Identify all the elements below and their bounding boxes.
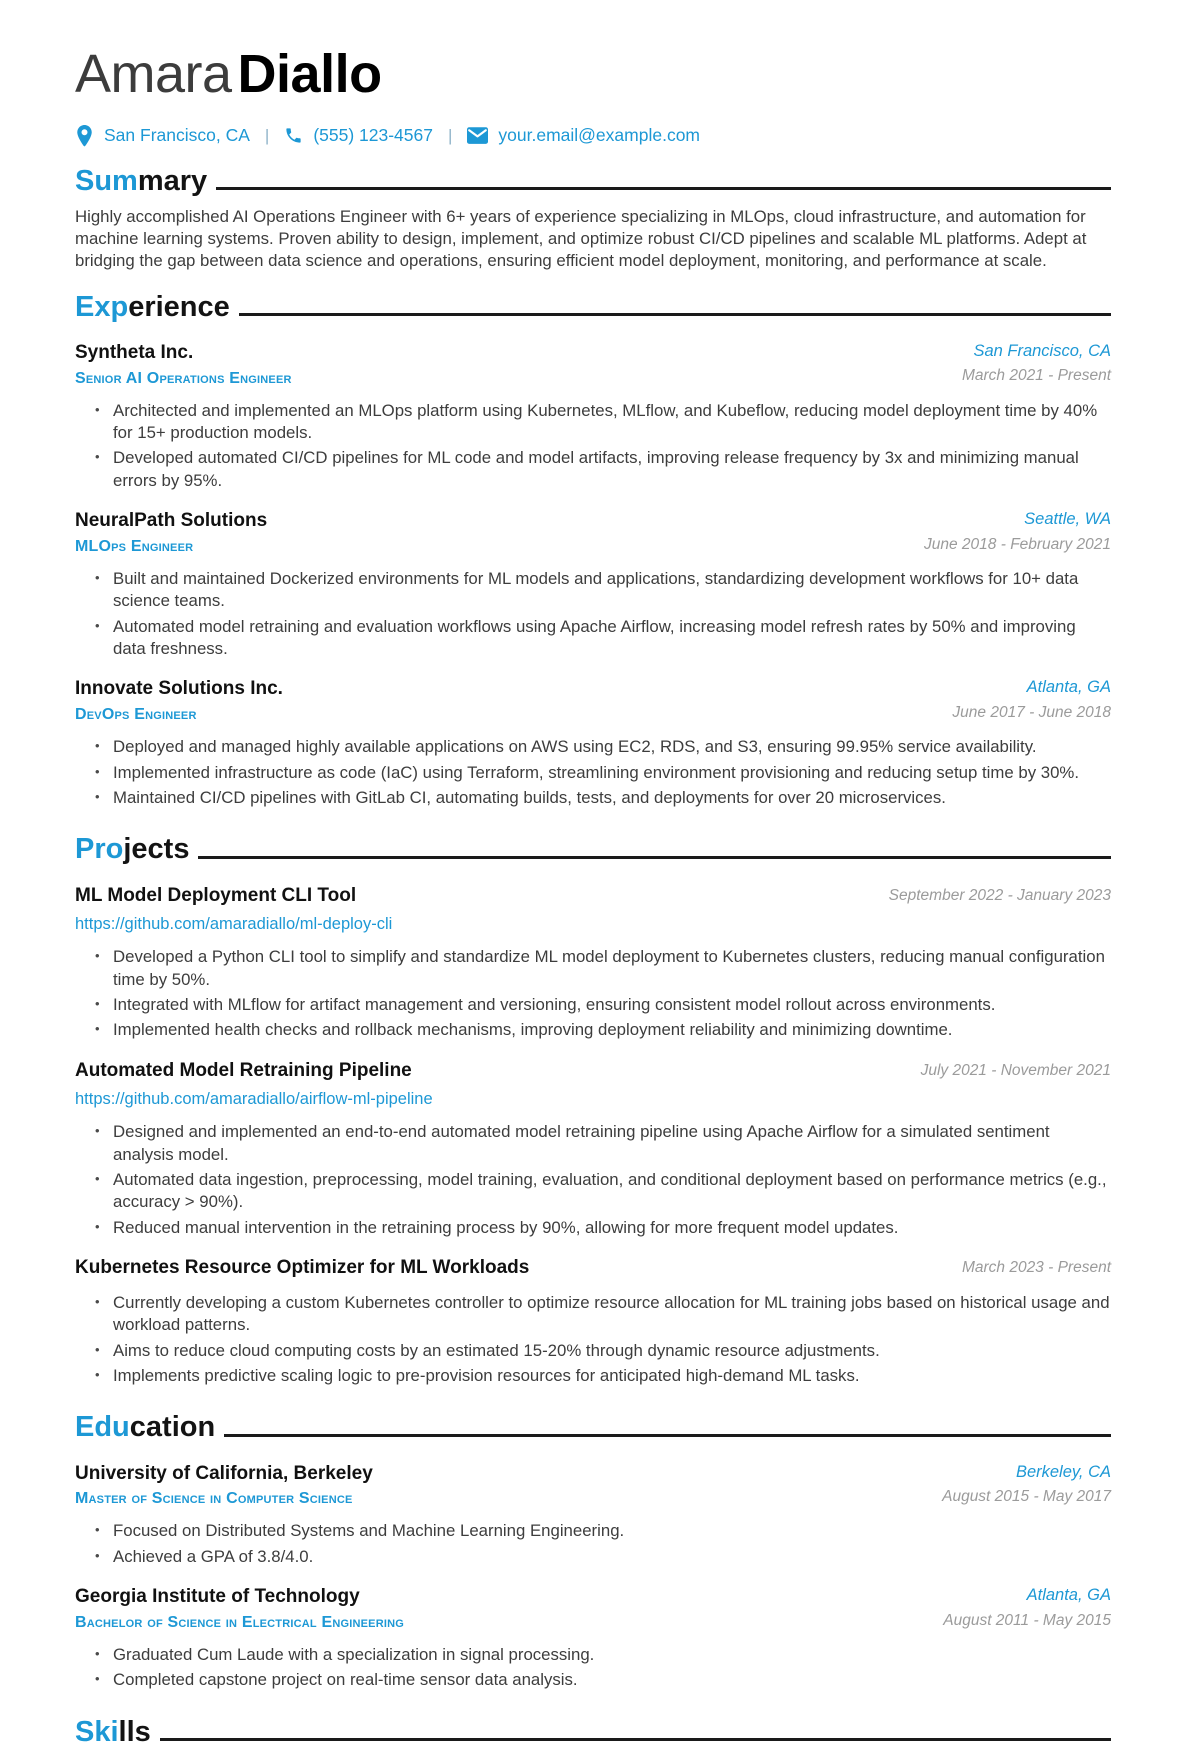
- job-bullets: [75, 736, 1111, 809]
- bullet-item: • Achieved a GPA of 3.8/4.0.: [113, 1546, 1111, 1568]
- skills-rule: [160, 1738, 1111, 1741]
- contact-email: [467, 125, 700, 146]
- contact-phone-text: (555) 123-4567: [313, 125, 433, 146]
- project-entry: [75, 884, 1111, 1042]
- job-title: MLOps Engineer: [75, 537, 194, 555]
- contact-location-text: San Francisco, CA: [104, 125, 250, 146]
- bullet-item: • Integrated with MLflow for artifact management and versioning, ensuring consistent model rollout across environments.: [113, 994, 1111, 1016]
- project-title: Automated Model Retraining Pipeline: [75, 1059, 412, 1081]
- bullet-item: • Developed a Python CLI tool to simplify and standardize ML model deployment to Kubernetes clusters, reducing manual configuration time by 50%.: [113, 946, 1111, 991]
- experience-title-rest: erience: [128, 290, 230, 323]
- section-summary: [75, 165, 1111, 273]
- school-name: Georgia Institute of Technology: [75, 1586, 360, 1608]
- contact-email-link[interactable]: your.email@example.com: [498, 125, 700, 146]
- education-title-rest: cation: [129, 1411, 216, 1444]
- person-first-name: Amara: [75, 44, 232, 104]
- project-bullets: [75, 946, 1111, 1041]
- project-dates: September 2022 - January 2023: [888, 886, 1111, 904]
- section-experience: [75, 291, 1111, 810]
- bullet-item: • Automated data ingestion, preprocessing, model training, evaluation, and conditional deployment based on performance metrics (e.g., accuracy > 90%).: [113, 1169, 1111, 1214]
- project-dates: July 2021 - November 2021: [920, 1061, 1111, 1079]
- job-bullets: [75, 400, 1111, 492]
- bullet-item: • Implemented health checks and rollback mechanisms, improving deployment reliability and minimizing downtime.: [113, 1019, 1111, 1041]
- bullet-item: • Implements predictive scaling logic to pre-provision resources for anticipated high-demand ML tasks.: [113, 1365, 1111, 1387]
- education-bullets: [75, 1520, 1111, 1568]
- job-bullets: [75, 568, 1111, 660]
- summary-heading: [75, 165, 1111, 198]
- job-location: Atlanta, GA: [1026, 678, 1111, 697]
- school-location: Atlanta, GA: [1026, 1586, 1111, 1605]
- job-title: Senior AI Operations Engineer: [75, 369, 292, 387]
- project-dates: March 2023 - Present: [961, 1259, 1111, 1277]
- bullet-item: • Currently developing a custom Kubernetes controller to optimize resource allocation for ML training jobs based on historical usage and workload patterns.: [113, 1292, 1111, 1337]
- person-name: [75, 46, 1111, 103]
- map-pin-icon: [75, 125, 94, 147]
- project-bullets: [75, 1121, 1111, 1239]
- company-name: Syntheta Inc.: [75, 341, 194, 363]
- education-entry: [75, 1462, 1111, 1569]
- contact-location: [75, 125, 250, 147]
- degree-name: Bachelor of Science in Electrical Engineering: [75, 1613, 405, 1631]
- person-last-name: Diallo: [237, 44, 382, 104]
- envelope-icon: [467, 127, 488, 144]
- skills-title-accent: Ski: [75, 1715, 119, 1748]
- bullet-item: • Maintained CI/CD pipelines with GitLab CI, automating builds, tests, and deployments for over 20 microservices.: [113, 787, 1111, 809]
- experience-entry: [75, 677, 1111, 809]
- degree-name: Master of Science in Computer Science: [75, 1490, 353, 1508]
- education-heading: [75, 1411, 1111, 1444]
- bullet-item: • Aims to reduce cloud computing costs by an estimated 15-20% through dynamic resource adjustments.: [113, 1340, 1111, 1362]
- project-link[interactable]: https://github.com/amaradiallo/airflow-ml-pipeline: [75, 1090, 433, 1109]
- projects-title-accent: Pro: [75, 833, 124, 866]
- contact-row: [75, 125, 1111, 147]
- project-title: Kubernetes Resource Optimizer for ML Workloads: [75, 1257, 530, 1279]
- job-dates: June 2017 - June 2018: [952, 703, 1111, 721]
- contact-separator: |: [447, 125, 453, 145]
- skills-title-rest: lls: [118, 1715, 151, 1748]
- skills-heading: [75, 1716, 1111, 1749]
- project-entry: [75, 1059, 1111, 1239]
- education-entry: [75, 1585, 1111, 1692]
- summary-title-rest: mary: [137, 164, 208, 197]
- summary-text: Highly accomplished AI Operations Engineer with 6+ years of experience specializing in MLOps, cloud infrastructure, and automation for machine learning systems. Proven ability to design, implement, and optimize robust CI/CD pipelines and scalable ML platforms. Adept at bridging the gap between data science and operations, ensuring efficient model deployment, monitoring, and performance at scale.: [75, 207, 1087, 271]
- project-entry: [75, 1256, 1111, 1387]
- bullet-item: • Architected and implemented an MLOps platform using Kubernetes, MLflow, and Kubeflow, reducing model deployment time by 40% for 15+ production models.: [113, 400, 1111, 445]
- bullet-item: • Reduced manual intervention in the retraining process by 90%, allowing for more frequent model updates.: [113, 1217, 1111, 1239]
- project-bullets: [75, 1292, 1111, 1387]
- bullet-item: • Deployed and managed highly available applications on AWS using EC2, RDS, and S3, ensuring 99.95% service availability.: [113, 736, 1111, 758]
- contact-phone: [284, 125, 433, 146]
- school-dates: August 2011 - May 2015: [943, 1611, 1111, 1629]
- section-education: [75, 1411, 1111, 1692]
- bullet-item: • Implemented infrastructure as code (IaC) using Terraform, streamlining environment provisioning and reducing setup time by 30%.: [113, 762, 1111, 784]
- experience-heading: [75, 291, 1111, 324]
- contact-separator: |: [264, 125, 270, 145]
- bullet-item: • Built and maintained Dockerized environments for ML models and applications, standardizing development workflows for 10+ data science teams.: [113, 568, 1111, 613]
- job-dates: March 2021 - Present: [961, 367, 1111, 385]
- experience-entry: [75, 341, 1111, 492]
- bullet-item: • Designed and implemented an end-to-end automated model retraining pipeline using Apache Airflow for a simulated sentiment analysis model.: [113, 1121, 1111, 1166]
- project-link[interactable]: https://github.com/amaradiallo/ml-deploy-cli: [75, 915, 393, 934]
- education-title-accent: Edu: [75, 1411, 130, 1444]
- bullet-item: • Graduated Cum Laude with a specialization in signal processing.: [113, 1644, 1111, 1666]
- company-name: NeuralPath Solutions: [75, 510, 268, 532]
- project-title: ML Model Deployment CLI Tool: [75, 884, 357, 906]
- section-skills: [75, 1716, 1111, 1749]
- job-location: Seattle, WA: [1024, 510, 1111, 529]
- job-title: DevOps Engineer: [75, 706, 197, 724]
- education-rule: [224, 1434, 1111, 1437]
- bullet-item: • Developed automated CI/CD pipelines for ML code and model artifacts, improving release frequency by 3x and minimizing manual errors by 95%.: [113, 447, 1111, 492]
- job-location: San Francisco, CA: [973, 341, 1111, 360]
- education-bullets: [75, 1644, 1111, 1692]
- job-dates: June 2018 - February 2021: [924, 535, 1111, 553]
- bullet-item: • Automated model retraining and evaluation workflows using Apache Airflow, increasing model refresh rates by 50% and improving data freshness.: [113, 616, 1111, 661]
- experience-entry: [75, 509, 1111, 660]
- section-projects: [75, 833, 1111, 1387]
- phone-icon: [284, 126, 303, 145]
- summary-rule: [216, 187, 1111, 190]
- projects-rule: [198, 856, 1111, 859]
- school-location: Berkeley, CA: [1015, 1462, 1111, 1481]
- experience-title-accent: Exp: [75, 290, 129, 323]
- bullet-item: • Completed capstone project on real-time sensor data analysis.: [113, 1669, 1111, 1691]
- school-name: University of California, Berkeley: [75, 1462, 373, 1484]
- company-name: Innovate Solutions Inc.: [75, 678, 283, 700]
- summary-title-accent: Sum: [75, 164, 138, 197]
- experience-rule: [239, 313, 1111, 316]
- projects-title-rest: jects: [123, 833, 190, 866]
- school-dates: August 2015 - May 2017: [942, 1487, 1111, 1505]
- bullet-item: • Focused on Distributed Systems and Machine Learning Engineering.: [113, 1520, 1111, 1542]
- projects-heading: [75, 833, 1111, 866]
